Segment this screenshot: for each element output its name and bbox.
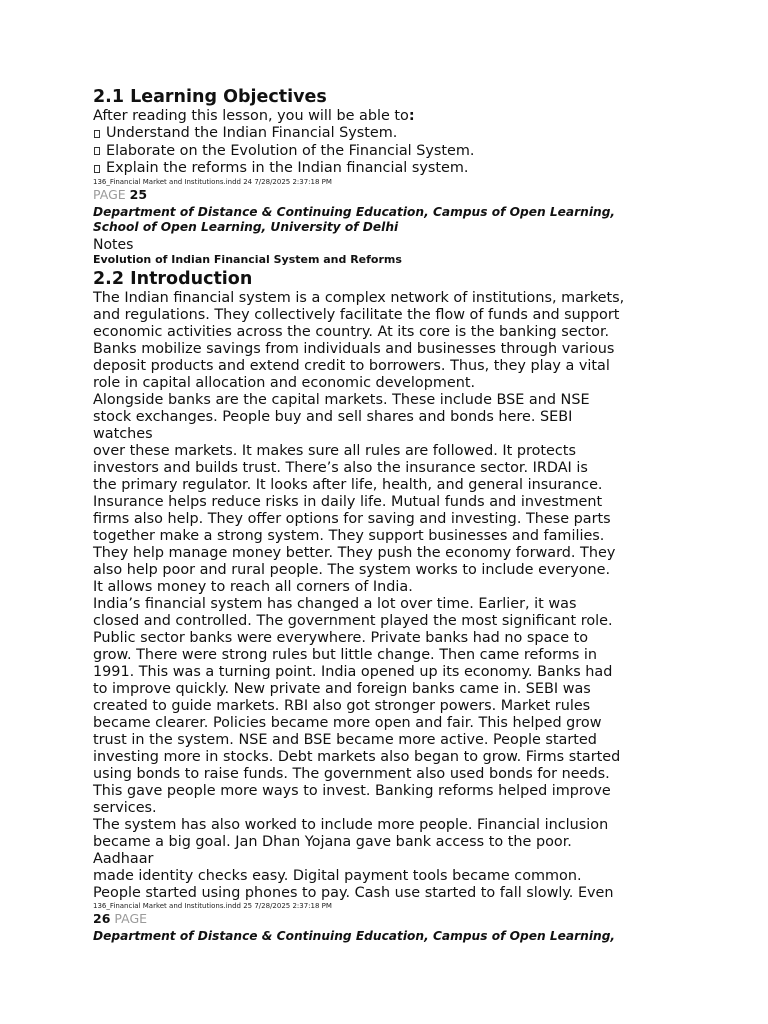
body-line: became clearer. Policies became more open and fair. This helped grow (93, 714, 602, 731)
body-line: stock exchanges. People buy and sell shares and bonds here. SEBI (93, 408, 573, 425)
body-line: trust in the system. NSE and BSE became more active. People started (93, 731, 597, 748)
body-line: Banks mobilize savings from individuals and businesses through various (93, 340, 615, 357)
body-line: over these markets. It makes sure all rules are followed. It protects (93, 442, 576, 459)
running-head: Evolution of Indian Financial System and Reforms (93, 252, 402, 266)
body-line: grow. There were strong rules but little change. Then came reforms in (93, 646, 598, 663)
department-line: Department of Distance & Continuing Education, Campus of Open Learning, (93, 204, 616, 219)
objectives-intro: After reading this lesson, you will be able to: (93, 108, 415, 124)
body-line: firms also help. They offer options for saving and investing. These parts (93, 510, 611, 527)
body-line: made identity checks easy. Digital payment tools became common. (93, 867, 582, 884)
body-line: using bonds to raise funds. The government also used bonds for needs. (93, 765, 610, 782)
body-line: investors and builds trust. There’s also the insurance sector. IRDAI is (93, 459, 588, 476)
body-line: created to guide markets. RBI also got stronger powers. Market rules (93, 697, 591, 714)
document-page (93, 86, 673, 944)
section-heading-learning-objectives: 2.1 Learning Objectives (93, 87, 327, 107)
body-line: Aadhaar (93, 850, 154, 867)
section-heading-introduction: 2.2 Introduction (93, 268, 253, 289)
body-line: became a big goal. Jan Dhan Yojana gave bank access to the poor. (93, 833, 572, 850)
body-line: economic activities across the country. At its core is the banking sector. (93, 323, 610, 340)
body-line: together make a strong system. They support businesses and families. (93, 527, 605, 544)
body-line: investing more in stocks. Debt markets also began to grow. Firms started (93, 748, 621, 765)
body-line: services. (93, 799, 157, 816)
body-line: the primary regulator. It looks after life, health, and general insurance. (93, 476, 603, 493)
bullet-box-icon (94, 147, 100, 155)
body-line: This gave people more ways to invest. Banking reforms helped improve (93, 782, 611, 799)
objectives-list (93, 125, 673, 178)
bullet-box-icon (94, 165, 100, 173)
body-line: It allows money to reach all corners of India. (93, 578, 413, 595)
introduction-body (93, 290, 673, 902)
body-line: and regulations. They collectively facilitate the flow of funds and support (93, 306, 620, 323)
body-line: The Indian financial system is a complex network of institutions, markets, (93, 289, 625, 306)
body-line: The system has also worked to include more people. Financial inclusion (93, 816, 609, 833)
body-line: to improve quickly. New private and foreign banks came in. SEBI was (93, 680, 591, 697)
body-line: closed and controlled. The government played the most significant role. (93, 612, 613, 629)
bullet-box-icon (94, 130, 100, 138)
body-line: deposit products and extend credit to borrowers. Thus, they play a vital (93, 357, 610, 374)
body-line: also help poor and rural people. The system works to include everyone. (93, 561, 611, 578)
body-line: Alongside banks are the capital markets. These include BSE and NSE (93, 391, 590, 408)
body-line: role in capital allocation and economic development. (93, 374, 476, 391)
page-number-25: PAGE 25 (93, 186, 148, 202)
body-line: They help manage money better. They push the economy forward. They (93, 544, 616, 561)
department-credit (93, 205, 673, 235)
body-line: watches (93, 425, 153, 442)
objective-item: Elaborate on the Evolution of the Financial System. (93, 143, 673, 161)
page-number-26: 26 PAGE (93, 910, 148, 926)
body-line: Public sector banks were everywhere. Private banks had no space to (93, 629, 589, 646)
indd-slug: 136_Financial Market and Institutions.indd 25 7/28/2025 2:37:18 PM (93, 901, 332, 910)
objective-item: Understand the Indian Financial System. (93, 125, 673, 143)
body-line: Insurance helps reduce risks in daily life. Mutual funds and investment (93, 493, 603, 510)
department-line: Department of Distance & Continuing Education, Campus of Open Learning, (93, 928, 616, 943)
department-line: School of Open Learning, University of Delhi (93, 219, 399, 234)
body-line: People started using phones to pay. Cash use started to fall slowly. Even (93, 884, 614, 901)
indd-slug: 136_Financial Market and Institutions.indd 24 7/28/2025 2:37:18 PM (93, 177, 332, 186)
body-line: India’s financial system has changed a lot over time. Earlier, it was (93, 595, 577, 612)
body-line: 1991. This was a turning point. India opened up its economy. Banks had (93, 663, 613, 680)
objective-item: Explain the reforms in the Indian financial system. (93, 160, 673, 178)
notes-label: Notes (93, 236, 134, 253)
